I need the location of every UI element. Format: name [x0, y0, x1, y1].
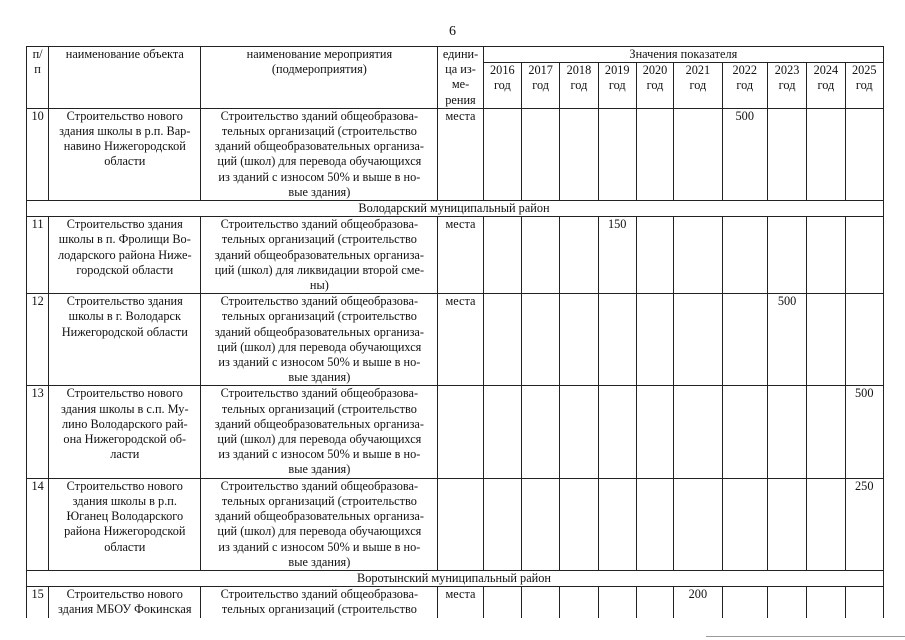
value-cell: [598, 294, 636, 386]
value-cell: [636, 587, 673, 618]
value-cell: [807, 294, 845, 386]
measure-name: Строительство зданий общеобразова- тельных организаций (строительство зданий общеобразовательных организа- ций (школ) для перевода обучающихся из зданий с износом 50% и выше в но- вые здания): [201, 294, 438, 386]
unit-cell: [438, 478, 483, 570]
value-cell: [521, 217, 559, 294]
value-cell: [807, 386, 845, 478]
value-cell: [722, 217, 767, 294]
value-cell: [722, 386, 767, 478]
header-values-title: Значения показателя: [483, 47, 883, 63]
header-year-2022: 2022 год: [722, 63, 767, 109]
value-cell: [674, 108, 722, 200]
value-cell: [483, 478, 521, 570]
unit-cell: места: [438, 587, 483, 618]
value-cell: [521, 587, 559, 618]
value-cell: [674, 294, 722, 386]
header-year-2020: 2020 год: [636, 63, 673, 109]
unit-cell: [438, 386, 483, 478]
row-number: 13: [27, 386, 49, 478]
section-row: [27, 570, 884, 586]
value-cell: [521, 478, 559, 570]
measure-name: Строительство зданий общеобразова- тельных организаций (строительство зданий общеобразовательных организа- ций (школ) для перевода обучающихся из зданий с износом 50% и выше в но- вые здания): [201, 108, 438, 200]
section-label: Воротынский муниципальный район: [27, 570, 884, 586]
value-cell: [767, 386, 806, 478]
page-edge-line: [706, 636, 905, 637]
header-measure: наименование мероприятия (подмероприятия): [201, 47, 438, 109]
value-cell: 250: [845, 478, 883, 570]
row-number: 10: [27, 108, 49, 200]
header-year-2025: 2025 год: [845, 63, 883, 109]
value-cell: [598, 386, 636, 478]
value-cell: [807, 478, 845, 570]
header-year-2023: 2023 год: [767, 63, 806, 109]
value-cell: [598, 108, 636, 200]
value-cell: [767, 217, 806, 294]
indicator-table: [26, 46, 884, 618]
header-year-2019: 2019 год: [598, 63, 636, 109]
value-cell: [674, 478, 722, 570]
header-object: наименование объекта: [49, 47, 201, 109]
header-year-2016: 2016 год: [483, 63, 521, 109]
value-cell: [598, 478, 636, 570]
value-cell: [483, 587, 521, 618]
value-cell: [560, 108, 598, 200]
section-label: Володарский муниципальный район: [27, 201, 884, 217]
value-cell: [767, 587, 806, 618]
value-cell: [636, 478, 673, 570]
object-name: Строительство нового здания МБОУ Фокинская: [49, 587, 201, 618]
value-cell: [674, 386, 722, 478]
header-year-2018: 2018 год: [560, 63, 598, 109]
row-number: 15: [27, 587, 49, 618]
value-cell: [560, 217, 598, 294]
table-row: [27, 478, 884, 570]
unit-cell: места: [438, 294, 483, 386]
value-cell: [636, 217, 673, 294]
table-row: [27, 108, 884, 200]
header-year-2017: 2017 год: [521, 63, 559, 109]
object-name: Строительство нового здания школы в р.п. Юганец Володарского района Нижегородской области: [49, 478, 201, 570]
page-number: 6: [449, 24, 456, 39]
value-cell: [521, 108, 559, 200]
measure-name: Строительство зданий общеобразова- тельных организаций (строительство зданий общеобразовательных организа- ций (школ) для перевода обучающихся из зданий с износом 50% и выше в но- вые здания): [201, 386, 438, 478]
value-cell: [636, 108, 673, 200]
row-number: 14: [27, 478, 49, 570]
table-row: [27, 386, 884, 478]
row-number: 12: [27, 294, 49, 386]
value-cell: [483, 294, 521, 386]
header-unit: едини- ца из- ме- рения: [438, 47, 483, 109]
value-cell: [483, 386, 521, 478]
value-cell: [845, 294, 883, 386]
value-cell: [598, 587, 636, 618]
value-cell: 150: [598, 217, 636, 294]
object-name: Строительство здания школы в п. Фролищи Во- лодарского района Ниже- городской области: [49, 217, 201, 294]
table-row: [27, 587, 884, 618]
value-cell: [560, 294, 598, 386]
value-cell: [722, 587, 767, 618]
value-cell: 200: [674, 587, 722, 618]
header-row-1: [27, 47, 884, 63]
object-name: Строительство нового здания школы в р.п. Вар- навино Нижегородской области: [49, 108, 201, 200]
value-cell: [845, 587, 883, 618]
value-cell: [845, 108, 883, 200]
unit-cell: места: [438, 217, 483, 294]
header-year-2021: 2021 год: [674, 63, 722, 109]
value-cell: [560, 386, 598, 478]
table-row: [27, 217, 884, 294]
value-cell: 500: [845, 386, 883, 478]
measure-name: Строительство зданий общеобразова- тельных организаций (строительство: [201, 587, 438, 618]
value-cell: [483, 217, 521, 294]
header-num: п/ п: [27, 47, 49, 109]
value-cell: 500: [767, 294, 806, 386]
value-cell: [807, 587, 845, 618]
value-cell: 500: [722, 108, 767, 200]
value-cell: [845, 217, 883, 294]
value-cell: [807, 217, 845, 294]
value-cell: [722, 294, 767, 386]
table-row: [27, 294, 884, 386]
value-cell: [767, 108, 806, 200]
value-cell: [521, 294, 559, 386]
value-cell: [636, 294, 673, 386]
row-number: 11: [27, 217, 49, 294]
value-cell: [521, 386, 559, 478]
value-cell: [483, 108, 521, 200]
value-cell: [560, 587, 598, 618]
value-cell: [807, 108, 845, 200]
value-cell: [560, 478, 598, 570]
value-cell: [636, 386, 673, 478]
section-row: [27, 201, 884, 217]
header-year-2024: 2024 год: [807, 63, 845, 109]
value-cell: [674, 217, 722, 294]
object-name: Строительство нового здания школы в с.п. Му- лино Володарского рай- она Нижегородской об- ласти: [49, 386, 201, 478]
unit-cell: места: [438, 108, 483, 200]
object-name: Строительство здания школы в г. Володарск Нижегородской области: [49, 294, 201, 386]
value-cell: [722, 478, 767, 570]
value-cell: [767, 478, 806, 570]
measure-name: Строительство зданий общеобразова- тельных организаций (строительство зданий общеобразовательных организа- ций (школ) для перевода обучающихся из зданий с износом 50% и выше в но- вые здания): [201, 478, 438, 570]
table-body: [27, 108, 884, 617]
measure-name: Строительство зданий общеобразова- тельных организаций (строительство зданий общеобразовательных организа- ций (школ) для ликвидации второй сме- ны): [201, 217, 438, 294]
